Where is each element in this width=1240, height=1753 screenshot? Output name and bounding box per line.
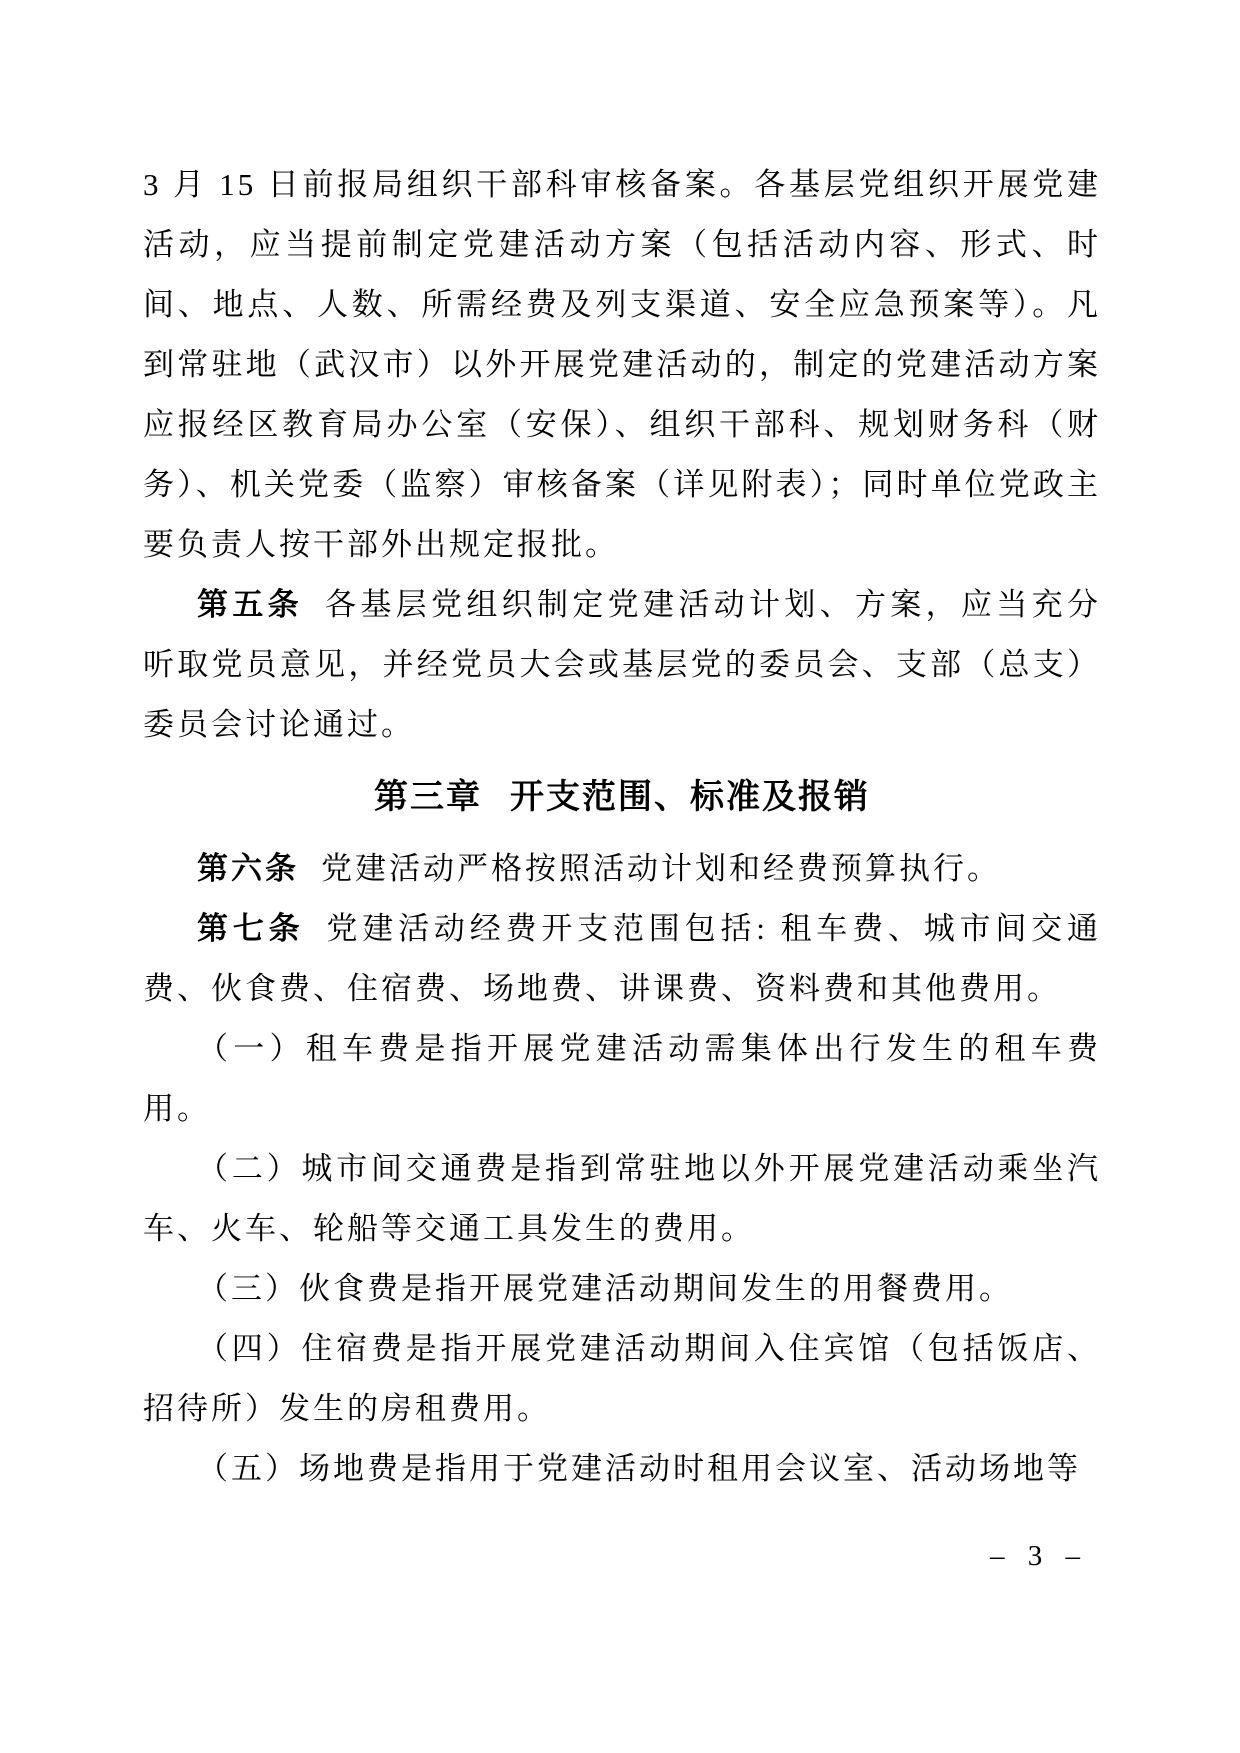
chapter-3-title: 开支范围、标准及报销 <box>510 778 870 816</box>
paragraph-item-1: （一）租车费是指开展党建活动需集体出行发生的租车费用。 <box>143 1031 1101 1126</box>
paragraph-article-6 <box>143 839 1101 899</box>
article-6-text: 党建活动严格按照活动计划和经费预算执行。 <box>321 851 1001 886</box>
article-5-label: 第五条 <box>197 587 303 622</box>
paragraph-item-3: （三）伙食费是指开展党建活动期间发生的用餐费用。 <box>197 1271 1013 1306</box>
document-body <box>143 155 1101 1499</box>
paragraph-article-7 <box>143 899 1101 1019</box>
paragraph-continuation: 3 月 15 日前报局组织干部科审核备案。各基层党组织开展党建活动，应当提前制定党建活动方案（包括活动内容、形式、时间、地点、人数、所需经费及列支渠道、安全应急预案等）。凡到常驻地（武汉市）以外开展党建活动的，制定的党建活动方案应报经区教育局办公室（安保）、组织干部科、规划财务科（财务）、机关党委（监察）审核备案（详见附表）；同时单位党政主要负责人按干部外出规定报批。 <box>143 167 1101 562</box>
article-5-text: 各基层党组织制定党建活动计划、方案，应当充分听取党员意见，并经党员大会或基层党的委员会、支部（总支）委员会讨论通过。 <box>143 587 1101 742</box>
article-7-text: 党建活动经费开支范围包括: 租车费、城市间交通费、伙食费、住宿费、场地费、讲课费、资料费和其他费用。 <box>143 911 1101 1006</box>
paragraph-article-5 <box>143 575 1101 755</box>
article-7-label: 第七条 <box>197 911 305 946</box>
chapter-3-number: 第三章 <box>374 778 482 816</box>
article-6-label: 第六条 <box>197 851 299 886</box>
paragraph-item-4: （四）住宿费是指开展党建活动期间入住宾馆（包括饭店、招待所）发生的房租费用。 <box>143 1331 1101 1426</box>
page-number: – 3 – <box>990 1540 1088 1572</box>
chapter-3-heading <box>143 767 1101 827</box>
paragraph-item-5: （五）场地费是指用于党建活动时租用会议室、活动场地等 <box>197 1451 1081 1486</box>
paragraph-item-2: （二）城市间交通费是指到常驻地以外开展党建活动乘坐汽车、火车、轮船等交通工具发生的费用。 <box>143 1151 1101 1246</box>
